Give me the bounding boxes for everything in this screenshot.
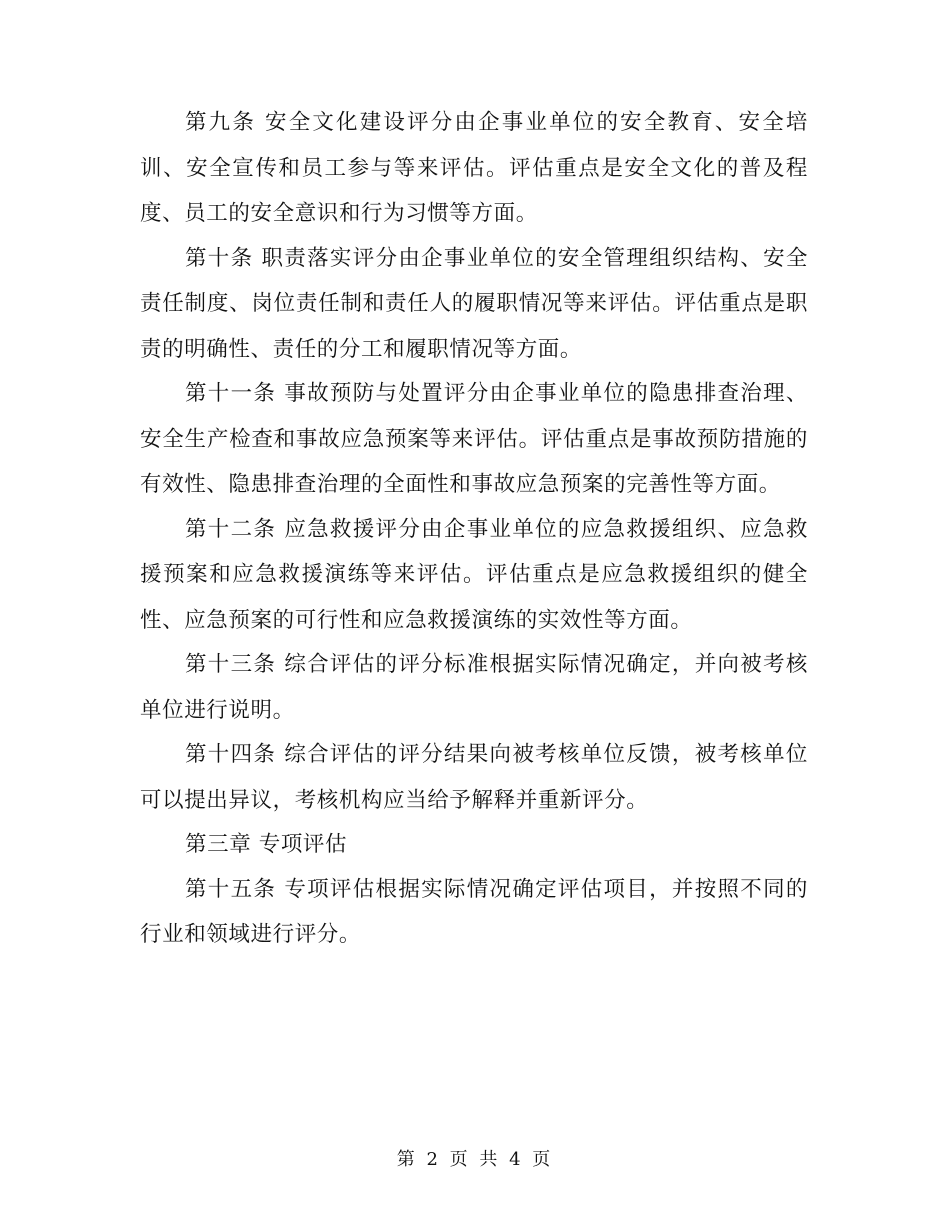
article-14-paragraph: 第十四条 综合评估的评分结果向被考核单位反馈，被考核单位可以提出异议，考核机构应当给予解释并重新评分。 [140,742,808,813]
document-body [140,100,808,957]
article-13-paragraph: 第十三条 综合评估的评分标准根据实际情况确定，并向被考核单位进行说明。 [140,652,808,723]
article-15-paragraph: 第十五条 专项评估根据实际情况确定评估项目，并按照不同的行业和领域进行评分。 [140,876,808,947]
article-12-paragraph: 第十二条 应急救援评分由企事业单位的应急救援组织、应急救援预案和应急救援演练等来评估。评估重点是应急救援组织的健全性、应急预案的可行性和应急救援演练的实效性等方面。 [140,516,808,633]
chapter-3-heading: 第三章 专项评估 [185,832,348,857]
article-10-paragraph: 第十条 职责落实评分由企事业单位的安全管理组织结构、安全责任制度、岗位责任制和责任人的履职情况等来评估。评估重点是职责的明确性、责任的分工和履职情况等方面。 [140,245,808,362]
article-9-paragraph: 第九条 安全文化建设评分由企事业单位的安全教育、安全培训、安全宣传和员工参与等来评估。评估重点是安全文化的普及程度、员工的安全意识和行为习惯等方面。 [140,110,808,226]
page-number-footer: 第 2 页 共 4 页 [396,1149,554,1170]
article-11-paragraph: 第十一条 事故预防与处置评分由企事业单位的隐患排查治理、安全生产检查和事故应急预案等来评估。评估重点是事故预防措施的有效性、隐患排查治理的全面性和事故应急预案的完善性等方面。 [140,381,808,497]
